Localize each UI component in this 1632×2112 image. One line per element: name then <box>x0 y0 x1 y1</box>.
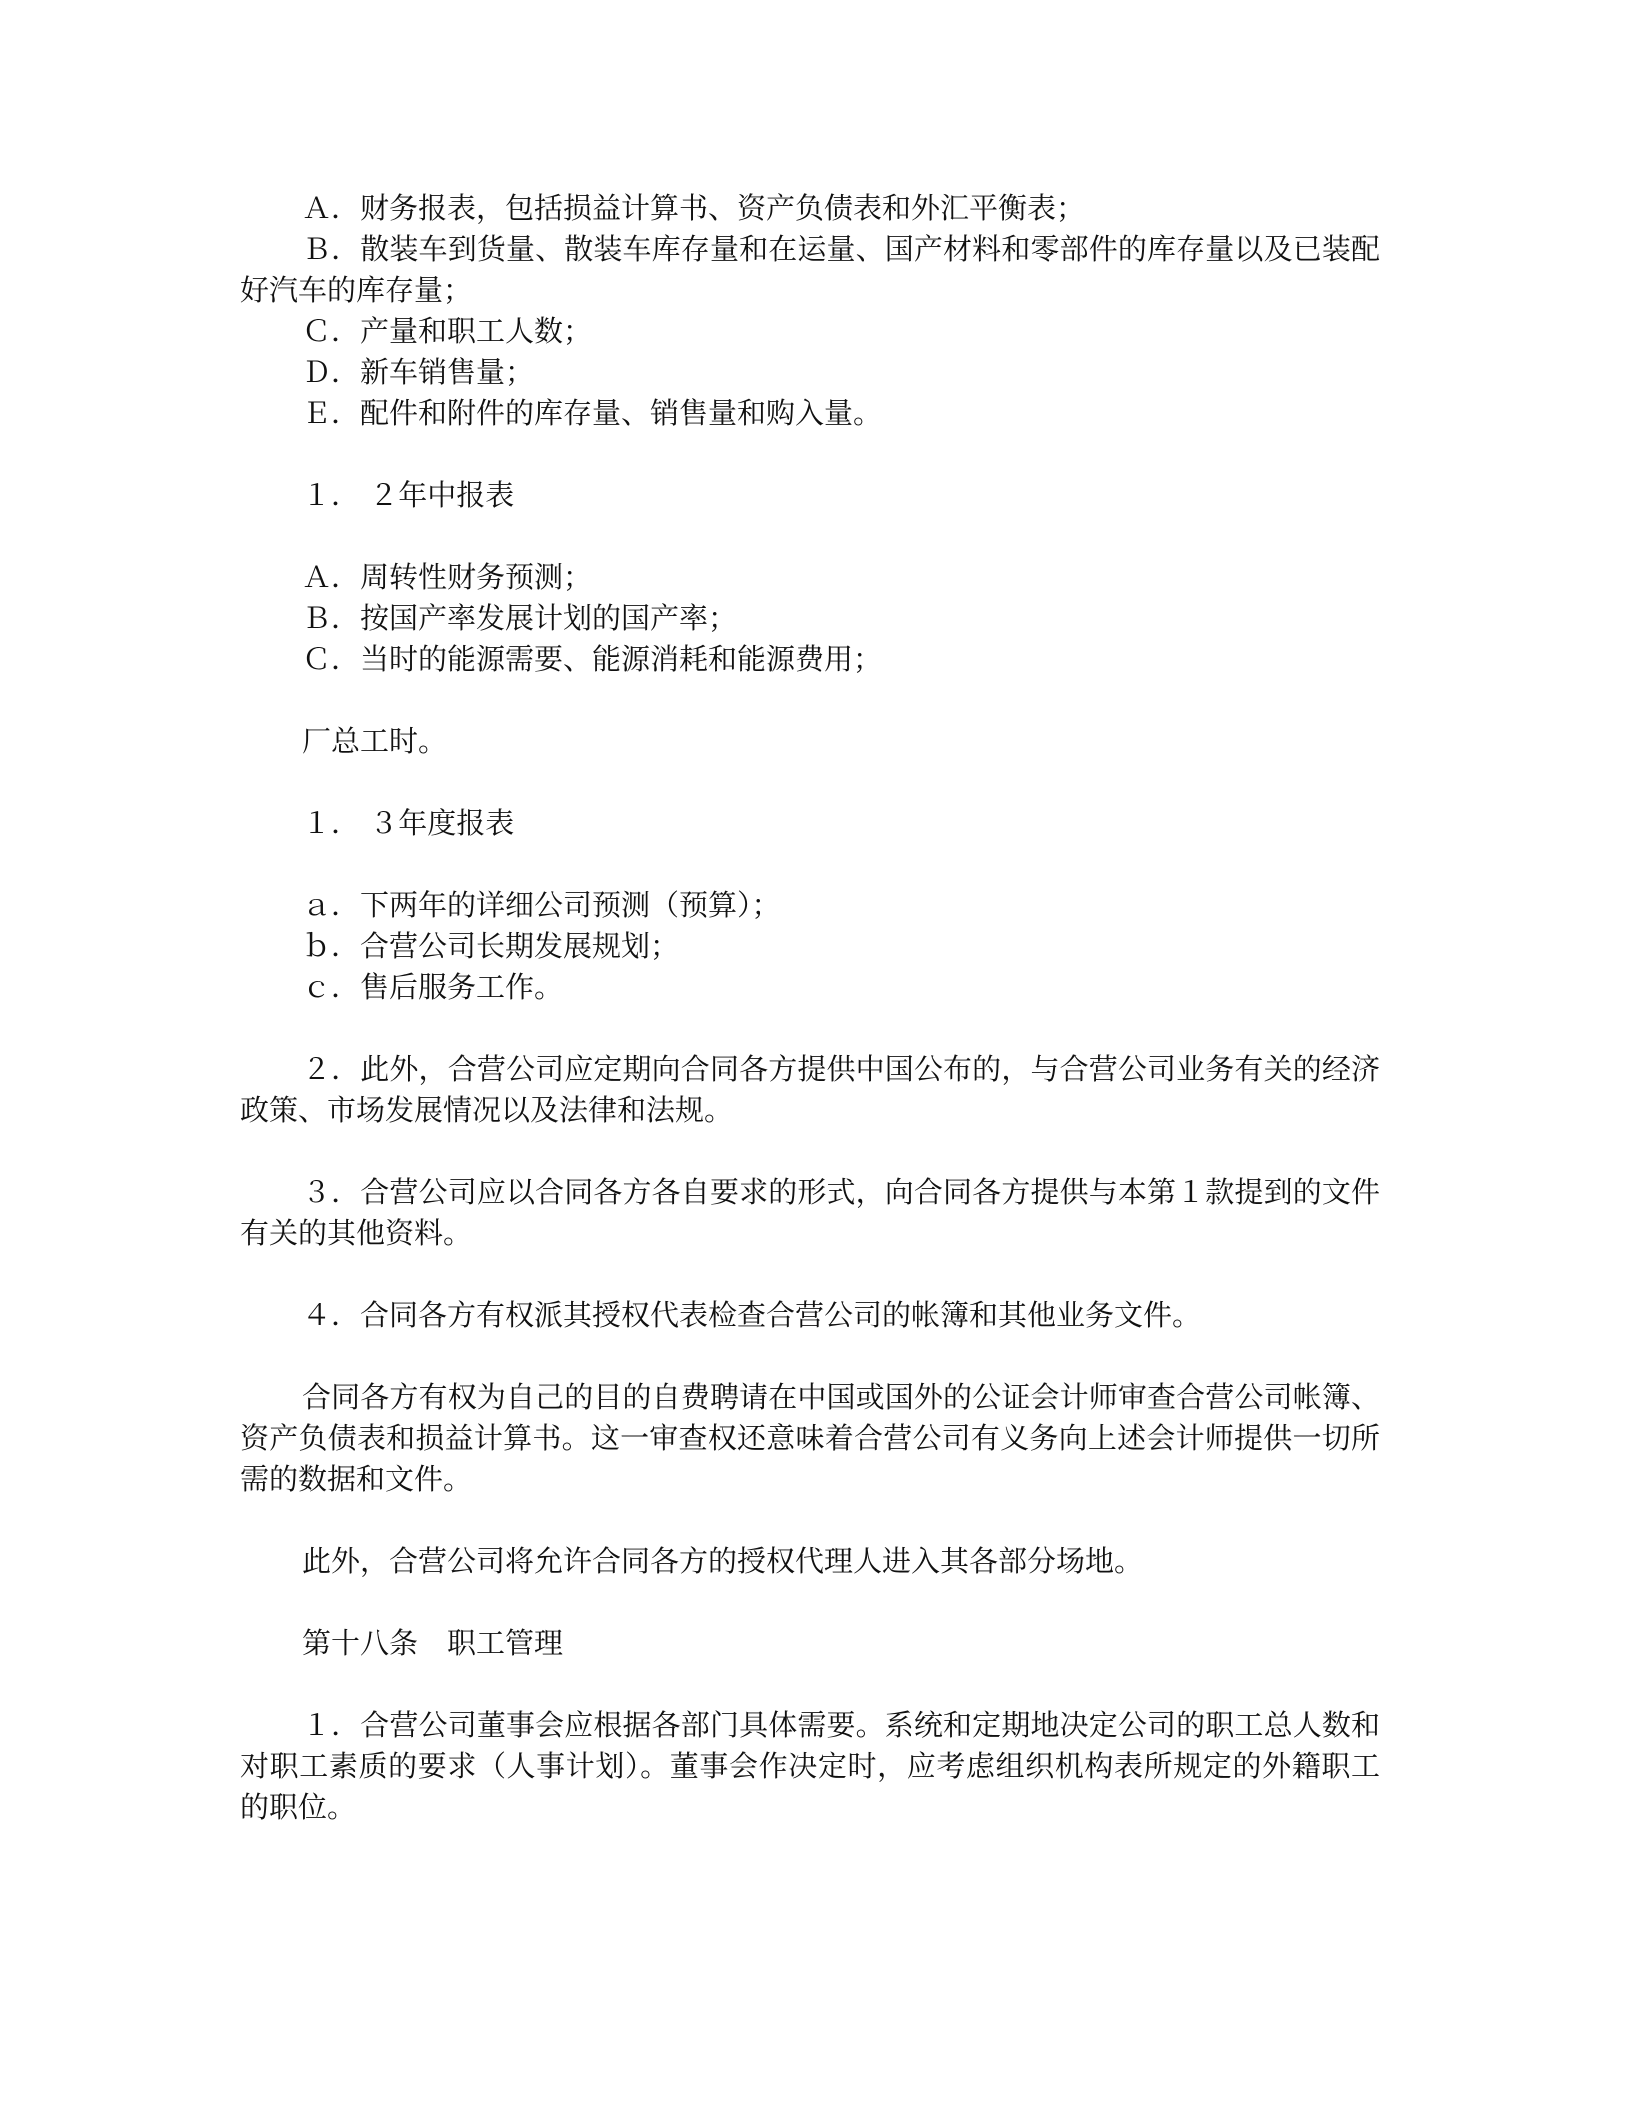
semiannual-item-c: Ｃ．当时的能源需要、能源消耗和能源费用； <box>302 642 883 676</box>
paragraph-site-access: 此外，合营公司将允许合同各方的授权代理人进入其各部分场地。 <box>302 1544 1144 1578</box>
paragraph-staff-1: １．合营公司董事会应根据各部门具体需要。系统和定期地决定公司的职工总人数和对职工素质的要求（人事计划）。董事会作决定时，应考虑组织机构表所规定的外籍职工的职位。 <box>240 1708 1380 1824</box>
annual-item-b: ｂ．合营公司长期发展规划； <box>302 929 680 963</box>
article-18-heading: 第十八条 职工管理 <box>302 1626 564 1660</box>
paragraph-4: ４．合同各方有权派其授权代表检查合营公司的帐簿和其他业务文件。 <box>302 1298 1202 1332</box>
quarterly-item-d: Ｄ．新车销售量； <box>302 355 535 389</box>
annual-item-a: ａ．下两年的详细公司预测（预算）； <box>302 888 781 922</box>
quarterly-item-b: Ｂ．散装车到货量、散装车库存量和在运量、国产材料和零部件的库存量以及已装配好汽车的库存量； <box>240 232 1380 307</box>
quarterly-item-a: Ａ．财务报表，包括损益计算书、资产负债表和外汇平衡表； <box>302 191 1086 225</box>
semiannual-item-b: Ｂ．按国产率发展计划的国产率； <box>302 601 738 635</box>
quarterly-item-e: Ｅ．配件和附件的库存量、销售量和购入量。 <box>302 396 883 430</box>
quarterly-item-c: Ｃ．产量和职工人数； <box>302 314 593 348</box>
semiannual-heading: １． ２年中报表 <box>302 478 515 512</box>
paragraph-audit-rights: 合同各方有权为自己的目的自费聘请在中国或国外的公证会计师审查合营公司帐簿、资产负债表和损益计算书。这一审查权还意味着合营公司有义务向上述会计师提供一切所需的数据和文件。 <box>240 1380 1380 1496</box>
semiannual-item-a: Ａ．周转性财务预测； <box>302 560 593 594</box>
paragraph-2: ２．此外，合营公司应定期向合同各方提供中国公布的，与合营公司业务有关的经济政策、市场发展情况以及法律和法规。 <box>240 1052 1380 1127</box>
annual-heading: １． ３年度报表 <box>302 806 515 840</box>
factory-hours-line: 厂总工时。 <box>302 724 448 758</box>
annual-item-c: ｃ．售后服务工作。 <box>302 970 564 1004</box>
paragraph-3: ３．合营公司应以合同各方各自要求的形式，向合同各方提供与本第１款提到的文件有关的其他资料。 <box>240 1175 1380 1250</box>
